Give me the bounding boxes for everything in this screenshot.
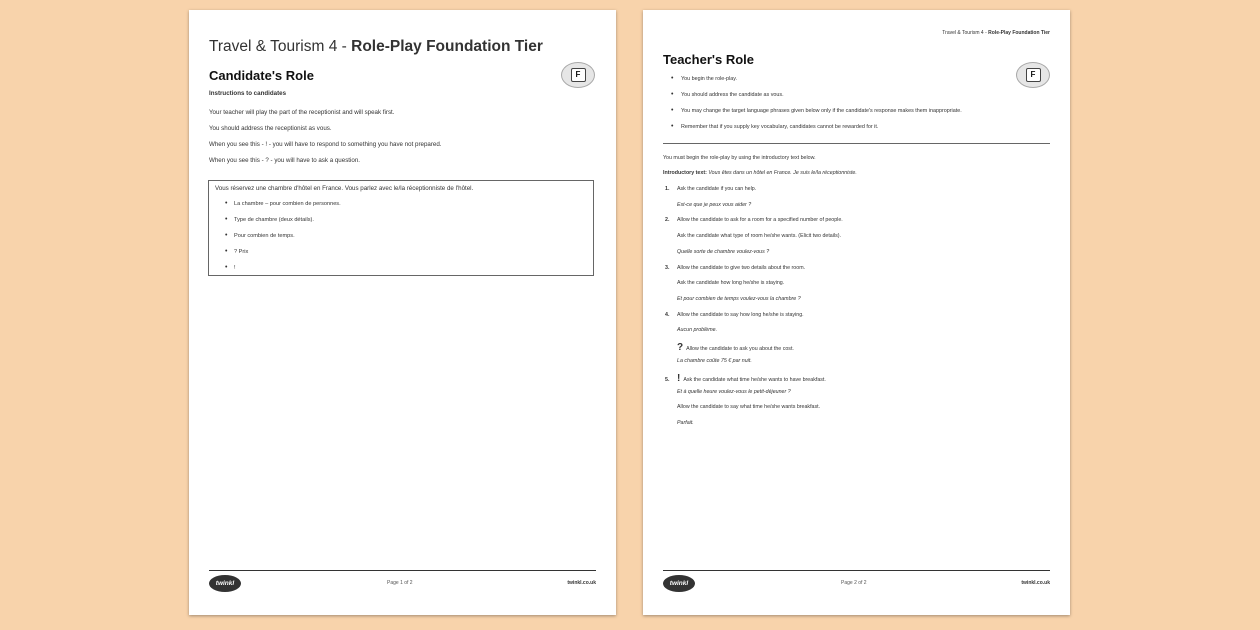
section-divider xyxy=(663,143,1050,144)
twinkl-logo: twinkl xyxy=(663,575,695,592)
target-phrase: Quelle sorte de chambre voulez-vous ? xyxy=(677,249,770,255)
twinkl-logo: twinkl xyxy=(209,575,241,592)
step-text: Allow the candidate to say how long he/she is staying. xyxy=(677,312,804,318)
target-phrase: Et pour combien de temps voulez-vous la chambre ? xyxy=(677,296,801,302)
footer-divider xyxy=(209,570,596,571)
step-text: Allow the candidate to give two details about the room. xyxy=(677,265,806,271)
step-line xyxy=(665,342,794,353)
step-text: Ask the candidate if you can help. xyxy=(677,186,757,192)
step-line xyxy=(665,265,805,271)
step-text: Ask the candidate how long he/she is staying. xyxy=(677,280,785,286)
instruction-item: • Remember that if you supply key vocabulary, candidates cannot be rewarded for it. xyxy=(671,124,962,140)
step-line xyxy=(665,373,826,384)
task-list xyxy=(225,201,341,281)
candidate-role-heading: Candidate's Role xyxy=(209,68,314,83)
worksheet-page-teacher xyxy=(643,10,1070,615)
worksheet-page-candidate xyxy=(189,10,616,615)
footer-divider xyxy=(663,570,1050,571)
page-number: Page 1 of 2 xyxy=(387,580,413,586)
unexpected-symbol: ! xyxy=(677,373,681,384)
target-phrase: La chambre coûte 75 € par nuit. xyxy=(677,358,752,364)
task-item: • Pour combien de temps. xyxy=(225,233,341,249)
foundation-tier-badge xyxy=(561,62,595,88)
step-line xyxy=(665,358,752,364)
instruction-item: • You begin the role-play. xyxy=(671,76,962,92)
step-line xyxy=(665,186,756,192)
teacher-role-heading: Teacher's Role xyxy=(663,52,754,67)
scenario-box xyxy=(208,180,594,276)
step-line xyxy=(665,420,694,426)
instruction-line: When you see this - ? - you will have to ask a question. xyxy=(209,157,360,164)
tier-letter: F xyxy=(571,68,586,82)
target-phrase: Aucun problème. xyxy=(677,327,718,333)
step-line xyxy=(665,233,841,239)
intro-text: Introductory text: Vous êtes dans un hôtel en France. Je suis le/la réceptionniste. xyxy=(663,170,857,176)
target-phrase: Est-ce que je peux vous aider ? xyxy=(677,202,752,208)
teacher-instructions-list xyxy=(671,76,962,140)
task-item: • Type de chambre (deux détails). xyxy=(225,217,341,233)
task-item: • La chambre – pour combien de personnes. xyxy=(225,201,341,217)
footer-url: twinkl.co.uk xyxy=(567,580,596,586)
step-text: Allow the candidate to say what time he/she wants breakfast. xyxy=(677,404,821,410)
step-number: 5. xyxy=(665,377,670,383)
instruction-line: You should address the receptionist as vous. xyxy=(209,125,332,132)
instruction-item: • You may change the target language phrases given below only if the candidate's response makes them inappropriate. xyxy=(671,108,962,124)
step-line xyxy=(665,327,717,333)
foundation-tier-badge xyxy=(1016,62,1050,88)
target-phrase: Parfait. xyxy=(677,420,694,426)
instruction-line: Your teacher will play the part of the receptionist and will speak first. xyxy=(209,109,395,116)
step-line xyxy=(665,217,843,223)
step-line xyxy=(665,280,784,286)
step-line xyxy=(665,296,801,302)
step-number: 3. xyxy=(665,265,670,271)
instructions-heading: Instructions to candidates xyxy=(209,90,287,97)
step-number: 2. xyxy=(665,217,670,223)
tier-letter: F xyxy=(1026,68,1041,82)
step-number: 4. xyxy=(665,312,670,318)
task-item: • ! xyxy=(225,265,341,281)
step-line xyxy=(665,312,804,318)
task-item: • ? Prix xyxy=(225,249,341,265)
scenario-text: Vous réservez une chambre d'hôtel en France. Vous parlez avec le/la réceptionniste de l'hôtel. xyxy=(215,185,474,192)
question-symbol: ? xyxy=(677,342,684,353)
page-number: Page 2 of 2 xyxy=(841,580,867,586)
step-line xyxy=(665,249,769,255)
step-line xyxy=(665,202,751,208)
instruction-item: • You should address the candidate as vous. xyxy=(671,92,962,108)
step-text: Allow the candidate to ask for a room for a specified number of people. xyxy=(677,217,843,223)
step-text: Ask the candidate what time he/she wants to have breakfast. xyxy=(683,377,826,383)
step-line xyxy=(665,389,791,395)
document-title: Travel & Tourism 4 - Role-Play Foundation Tier xyxy=(209,38,543,55)
step-number: 1. xyxy=(665,186,670,192)
page-header: Travel & Tourism 4 - Role-Play Foundation Tier xyxy=(942,30,1050,36)
step-line xyxy=(665,404,820,410)
instruction-line: When you see this - ! - you will have to respond to something you have not prepared. xyxy=(209,141,442,148)
step-text: Ask the candidate what type of room he/she wants. (Elicit two details). xyxy=(677,233,841,239)
footer-url: twinkl.co.uk xyxy=(1021,580,1050,586)
target-phrase: Et à quelle heure voulez-vous le petit-déjeuner ? xyxy=(677,389,791,395)
step-text: Allow the candidate to ask you about the cost. xyxy=(686,346,794,352)
intro-instruction: You must begin the role-play by using the introductory text below. xyxy=(663,155,816,161)
